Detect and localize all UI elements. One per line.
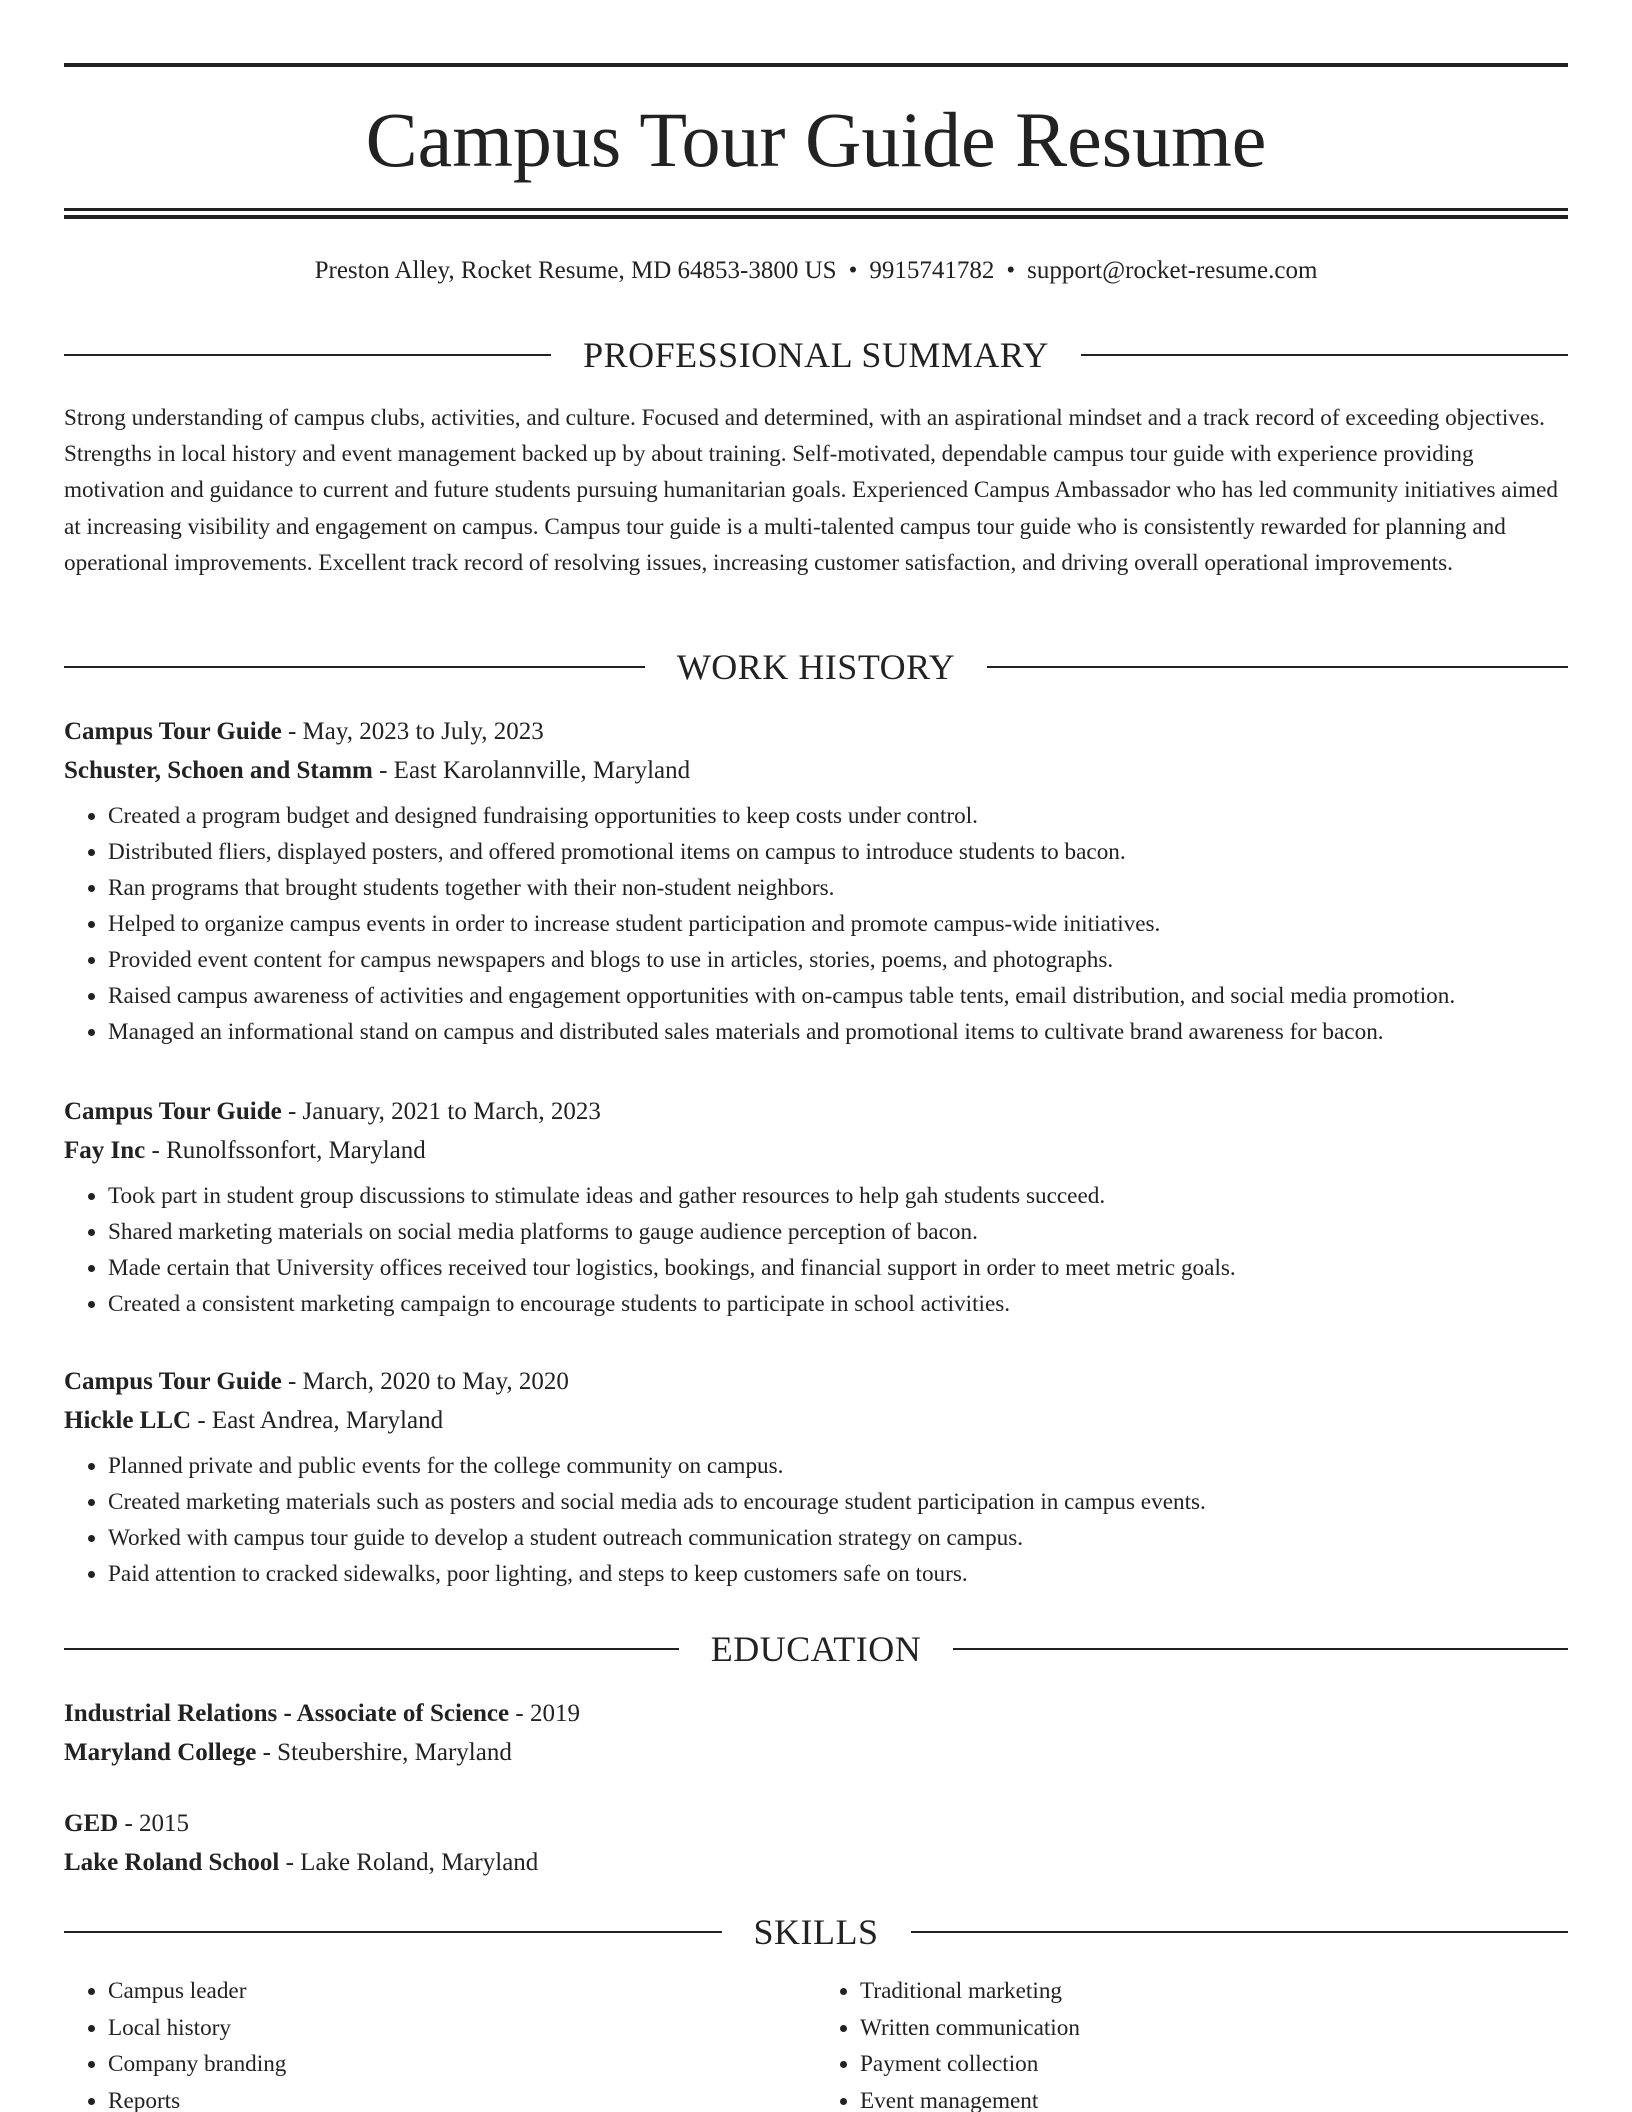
education-entry	[64, 1694, 1568, 1772]
skills-column-left	[64, 1973, 816, 2112]
job-company: Hickle LLC	[64, 1407, 192, 1434]
title-double-rule	[64, 208, 1568, 219]
contact-email: support@rocket-resume.com	[1027, 257, 1318, 284]
section-title-work-history: WORK HISTORY	[676, 647, 956, 687]
skills-list	[64, 1973, 1568, 2112]
list-item: • Shared marketing materials on social media platforms to gauge audience perception of bacon.	[108, 1214, 1568, 1250]
education-year: - 2015	[118, 1810, 190, 1837]
list-item: • Paid attention to cracked sidewalks, poor lighting, and steps to keep customers safe on tours.	[108, 1556, 1568, 1592]
section-title-summary: PROFESSIONAL SUMMARY	[583, 335, 1049, 375]
education-school: Maryland College	[64, 1739, 257, 1766]
section-rule	[953, 1648, 1568, 1650]
skill-item: • Campus leader	[108, 1973, 816, 2010]
list-item: • Created a program budget and designed fundraising opportunities to keep costs under control.	[108, 798, 1568, 834]
list-item: • Ran programs that brought students together with their non-student neighbors.	[108, 870, 1568, 906]
job-company: Schuster, Schoen and Stamm	[64, 757, 373, 784]
job-entry	[64, 1092, 1568, 1322]
section-rule	[1081, 354, 1568, 356]
skill-item: • Payment collection	[860, 2046, 1568, 2083]
education-degree: GED	[64, 1810, 119, 1837]
section-rule	[64, 1648, 679, 1650]
list-item: • Created marketing materials such as posters and social media ads to encourage student participation in campus events.	[108, 1484, 1568, 1520]
job-dates: - March, 2020 to May, 2020	[281, 1368, 569, 1395]
list-item: • Created a consistent marketing campaign to encourage students to participate in school activities.	[108, 1286, 1568, 1322]
skill-item: • Reports	[108, 2083, 816, 2112]
section-header-education	[64, 1627, 1568, 1671]
job-entry	[64, 1362, 1568, 1592]
education-location: - Lake Roland, Maryland	[279, 1849, 539, 1876]
job-location: - Runolfssonfort, Maryland	[145, 1137, 426, 1164]
section-header-work-history	[64, 645, 1568, 689]
job-dates: - May, 2023 to July, 2023	[281, 718, 544, 745]
job-location: - East Karolannville, Maryland	[372, 757, 691, 784]
job-title-line	[64, 1092, 1568, 1131]
list-item: • Made certain that University offices received tour logistics, bookings, and financial support in order to meet metric goals.	[108, 1250, 1568, 1286]
section-rule	[64, 666, 645, 668]
job-entry	[64, 712, 1568, 1050]
job-company-line	[64, 1131, 1568, 1170]
section-rule	[64, 354, 551, 356]
education-school: Lake Roland School	[64, 1849, 280, 1876]
section-header-summary	[64, 333, 1568, 377]
job-title: Campus Tour Guide	[64, 1098, 282, 1125]
skill-item: • Event management	[860, 2083, 1568, 2112]
job-company-line	[64, 751, 1568, 790]
list-item: • Provided event content for campus newspapers and blogs to use in articles, stories, poems, and photographs.	[108, 942, 1568, 978]
job-title: Campus Tour Guide	[64, 718, 282, 745]
section-rule	[64, 1931, 722, 1933]
job-dates: - January, 2021 to March, 2023	[281, 1098, 601, 1125]
list-item: • Planned private and public events for the college community on campus.	[108, 1448, 1568, 1484]
list-item: • Took part in student group discussions to stimulate ideas and gather resources to help gah students succeed.	[108, 1178, 1568, 1214]
education-degree-line	[64, 1694, 1568, 1733]
education-school-line	[64, 1843, 1568, 1882]
section-rule	[911, 1931, 1569, 1933]
education-year: - 2019	[509, 1700, 580, 1727]
contact-phone: 9915741782	[869, 257, 995, 284]
section-title-skills: SKILLS	[753, 1912, 879, 1952]
skill-item: • Company branding	[108, 2046, 816, 2083]
section-rule	[987, 666, 1568, 668]
list-item: • Raised campus awareness of activities and engagement opportunities with on-campus table tents, email distribution, and social media promotion.	[108, 978, 1568, 1014]
job-title-line	[64, 712, 1568, 751]
contact-address: Preston Alley, Rocket Resume, MD 64853-3800 US	[314, 257, 837, 284]
contact-line	[64, 254, 1568, 288]
job-bullets	[64, 1178, 1568, 1322]
job-bullets	[64, 1448, 1568, 1592]
section-header-skills	[64, 1910, 1568, 1954]
education-entry	[64, 1804, 1568, 1882]
professional-summary-text: Strong understanding of campus clubs, activities, and culture. Focused and determined, with an aspirational mindset and a track record of exceeding objectives. Strengths in local history and event management backed up by about training. Self-motivated, dependable campus tour guide with experience providing motivation and guidance to current and future students pursuing humanitarian goals. Experienced Campus Ambassador who has led community initiatives aimed at increasing visibility and engagement on campus. Campus tour guide is a multi-talented campus tour guide who is consistently rewarded for planning and operational improvements. Excellent track record of resolving issues, increasing customer satisfaction, and driving overall operational improvements.	[64, 405, 1558, 576]
job-company: Fay Inc	[64, 1137, 146, 1164]
job-title-line	[64, 1362, 1568, 1401]
job-location: - East Andrea, Maryland	[191, 1407, 444, 1434]
education-school-line	[64, 1733, 1568, 1772]
job-title: Campus Tour Guide	[64, 1368, 282, 1395]
section-title-education: EDUCATION	[710, 1629, 922, 1669]
skills-column-right	[816, 1973, 1568, 2112]
list-item: • Managed an informational stand on campus and distributed sales materials and promotional items to cultivate brand awareness for bacon.	[108, 1014, 1568, 1050]
list-item: • Worked with campus tour guide to develop a student outreach communication strategy on campus.	[108, 1520, 1568, 1556]
skill-item: • Traditional marketing	[860, 1973, 1568, 2010]
education-degree: Industrial Relations - Associate of Science	[64, 1700, 510, 1727]
list-item: • Helped to organize campus events in order to increase student participation and promote campus-wide initiatives.	[108, 906, 1568, 942]
job-bullets	[64, 798, 1568, 1050]
skill-item: • Written communication	[860, 2010, 1568, 2047]
top-rule	[64, 63, 1568, 67]
education-location: - Steubershire, Maryland	[256, 1739, 512, 1766]
list-item: • Distributed fliers, displayed posters, and offered promotional items on campus to introduce students to bacon.	[108, 834, 1568, 870]
resume-title: Campus Tour Guide Resume	[365, 96, 1267, 183]
contact-separator: •	[1006, 257, 1016, 284]
job-company-line	[64, 1401, 1568, 1440]
skill-item: • Local history	[108, 2010, 816, 2047]
contact-separator: •	[848, 257, 858, 284]
education-degree-line	[64, 1804, 1568, 1843]
